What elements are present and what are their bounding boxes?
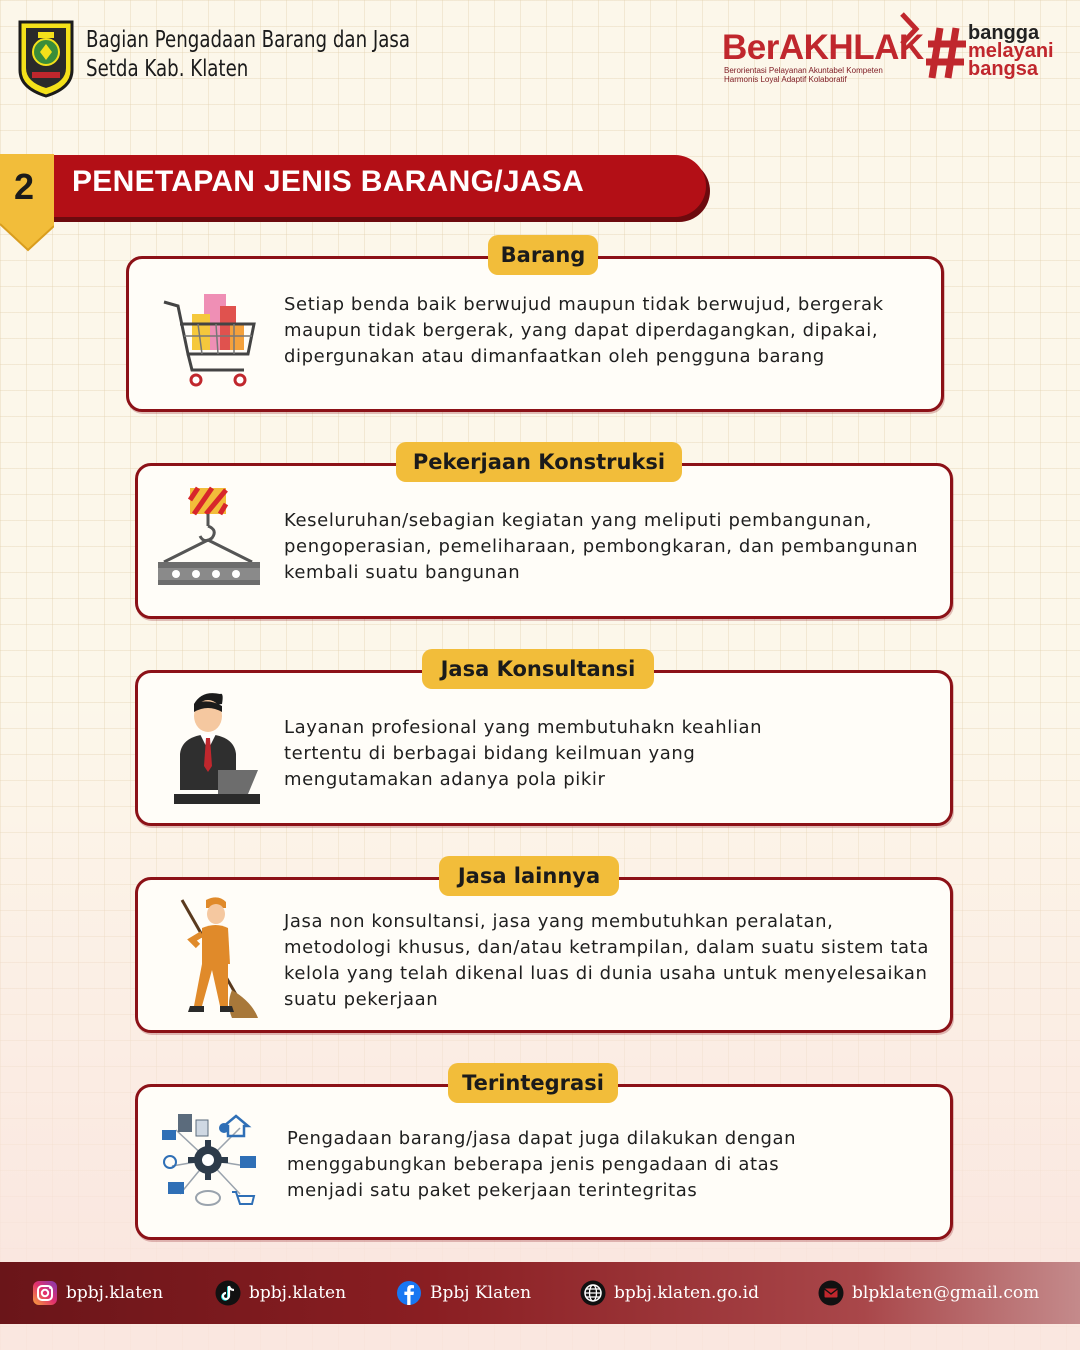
email-address: blpklaten@gmail.com: [852, 1283, 1040, 1303]
footer-tiktok[interactable]: [215, 1279, 346, 1307]
bangga-word-2: melayani: [968, 40, 1054, 62]
hashtag-icon: [926, 26, 968, 80]
footer-email[interactable]: [818, 1279, 1039, 1307]
section-number: 2: [13, 166, 35, 207]
chevron-right-icon: [898, 12, 920, 46]
integration-gear-icon: [156, 1110, 260, 1210]
consultant-icon: [172, 690, 262, 806]
klaten-emblem-icon: [16, 18, 76, 98]
card-text-barang: Setiap benda baik berwujud maupun tidak berwujud, bergerak maupun tidak bergerak, yang dapat diperdagangkan, dipakai, dipergunakan atau dimanfaatkan oleh pengguna barang: [284, 294, 884, 367]
facebook-page: Bpbj Klaten: [430, 1283, 532, 1303]
berakhlak-values-line-1: Berorientasi Pelayanan Akuntabel Kompeten: [724, 66, 883, 75]
footer-instagram[interactable]: [32, 1279, 163, 1307]
section-title: PENETAPAN JENIS BARANG/JASA: [72, 165, 585, 198]
card-label-pekerjaan-konstruksi: Pekerjaan Konstruksi: [396, 442, 682, 482]
card-label-jasa-lainnya: Jasa lainnya: [439, 856, 619, 896]
shopping-cart-icon: [158, 284, 258, 394]
card-text-jasa-konsultansi: Layanan profesional yang membutuhakn keahlian tertentu di berbagai bidang keilmuan yang mengutamakan adanya pola pikir: [284, 717, 763, 790]
card-label-terintegrasi: Terintegrasi: [448, 1063, 618, 1103]
organization-name: [86, 26, 410, 84]
footer-facebook[interactable]: [396, 1279, 531, 1307]
bangga-word-1: bangga: [968, 22, 1040, 44]
berakhlak-word: BerAKHLAK: [722, 28, 924, 67]
facebook-icon: [396, 1280, 422, 1306]
website-url: bpbj.klaten.go.id: [614, 1283, 759, 1303]
globe-icon: [580, 1280, 606, 1306]
tiktok-handle: bpbj.klaten: [249, 1283, 347, 1303]
footer-website[interactable]: [580, 1279, 759, 1307]
card-label-barang: Barang: [488, 235, 598, 275]
card-text-pekerjaan-konstruksi: Keseluruhan/sebagian kegiatan yang meliputi pembangunan, pengoperasian, pemeliharaan, pembongkaran, dan pembangunan kembali suatu bangunan: [284, 510, 919, 583]
berakhlak-values-line-2: Harmonis Loyal Adaptif Kolaboratif: [724, 75, 847, 84]
org-line-1: Bagian Pengadaan Barang dan Jasa: [86, 27, 411, 53]
card-text-jasa-lainnya: Jasa non konsultansi, jasa yang membutuhkan peralatan, metodologi khusus, dan/atau ketrampilan, dalam suatu sistem tata kelola yang telah dikenal luas di dunia usaha untuk menyelesaikan suatu pekerjaan: [284, 911, 929, 1010]
email-icon: [818, 1280, 844, 1306]
bangga-melayani-logo: [926, 22, 1066, 84]
tiktok-icon: [215, 1280, 241, 1306]
bangga-word-3: bangsa: [968, 58, 1039, 80]
card-label-jasa-konsultansi: Jasa Konsultansi: [422, 649, 654, 689]
instagram-icon: [32, 1280, 58, 1306]
org-line-2: Setda Kab. Klaten: [86, 56, 249, 82]
card-text-terintegrasi: Pengadaan barang/jasa dapat juga dilakukan dengan menggabungkan beberapa jenis pengadaan di atas menjadi satu paket pekerjaan terintegritas: [287, 1128, 797, 1201]
berakhlak-values: [724, 66, 883, 84]
worker-broom-icon: [180, 894, 260, 1020]
crane-beam-icon: [154, 486, 264, 586]
instagram-handle: bpbj.klaten: [66, 1283, 164, 1303]
berakhlak-logo: [722, 12, 922, 92]
